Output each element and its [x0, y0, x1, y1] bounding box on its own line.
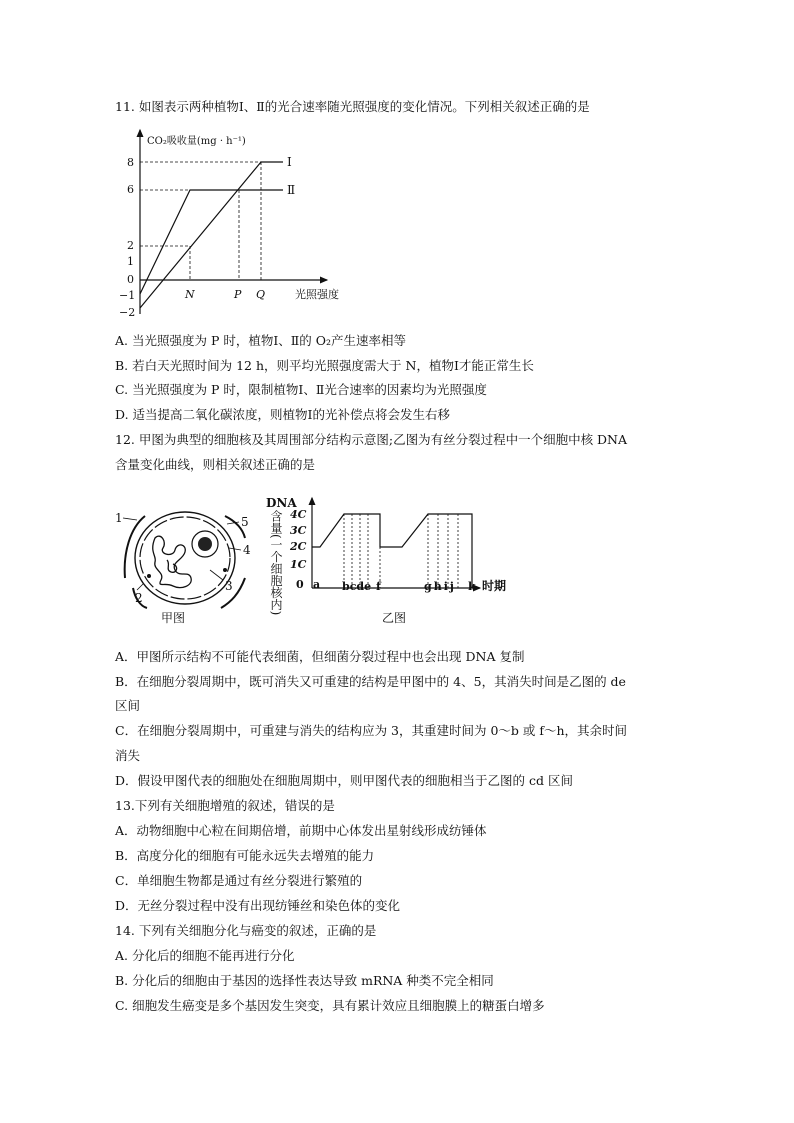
y-tick-neg2: −2 — [119, 306, 136, 319]
q12-stem-line2: 含量变化曲线，则相关叙述正确的是 — [115, 457, 316, 472]
q12-option-d: D．假设甲图代表的细胞处在细胞周期中，则甲图代表的细胞相当于乙图的 cd 区间 — [115, 773, 573, 788]
y-tick-1: 1 — [127, 255, 134, 268]
curve-I — [140, 162, 283, 308]
y-tick-neg1: −1 — [119, 289, 136, 302]
jia-label-1: 1 — [115, 511, 123, 525]
yi-ylabel-top: DNA — [266, 496, 297, 510]
yi-ytick-4C: 4C — [290, 508, 307, 521]
x-tick-N: N — [185, 288, 195, 301]
yi-ytick-3C: 3C — [290, 524, 307, 537]
y-axis-label: CO₂吸收量(mg · h⁻¹) — [147, 136, 246, 147]
yi-ytick-2C: 2C — [290, 540, 307, 553]
jia-label-2: 2 — [135, 591, 143, 605]
q11-option-d: D. 适当提高二氧化碳浓度，则植物Ⅰ的光补偿点将会发生右移 — [115, 407, 450, 422]
yi-xtick-bcde: bcde — [342, 580, 372, 593]
q14-option-a: A. 分化后的细胞不能再进行分化 — [115, 948, 295, 963]
y-tick-2: 2 — [127, 239, 134, 252]
fig-jia-nucleus-diagram — [115, 498, 260, 628]
jia-label-5: 5 — [241, 515, 249, 529]
yi-ytick-0: 0 — [296, 578, 304, 591]
q13-option-d: D．无丝分裂过程中没有出现纺锤丝和染色体的变化 — [115, 898, 401, 913]
yi-caption: 乙图 — [382, 611, 407, 625]
y-tick-0: 0 — [127, 273, 134, 286]
q12-option-c: C．在细胞分裂周期中，可重建与消失的结构应为 3，其重建时间为 0～b 或 f～h，其余时间 — [115, 723, 628, 738]
q14-stem: 14. 下列有关细胞分化与癌变的叙述，正确的是 — [115, 923, 377, 938]
x-tick-P: P — [234, 288, 242, 301]
curve-II — [140, 190, 283, 294]
q13-stem: 13.下列有关细胞增殖的叙述，错误的是 — [115, 798, 335, 813]
jia-caption: 甲图 — [161, 611, 186, 625]
q12-option-c-cont: 消失 — [115, 748, 141, 763]
q12-option-b: B．在细胞分裂周期中，既可消失又可重建的结构是甲图中的 4、5，其消失时间是乙图的 de — [115, 674, 626, 689]
yi-ylabel-vertical: 含量(一个细胞核内) — [269, 510, 283, 616]
q13-option-c: C．单细胞生物都是通过有丝分裂进行繁殖的 — [115, 873, 363, 888]
q14-option-c: C. 细胞发生癌变是多个基因发生突变，具有累计效应且细胞膜上的糖蛋白增多 — [115, 998, 545, 1013]
y-tick-8: 8 — [127, 156, 134, 169]
q11-stem: 11. 如图表示两种植物Ⅰ、Ⅱ的光合速率随光照强度的变化情况。下列相关叙述正确的是 — [115, 99, 590, 114]
jia-label-3: 3 — [225, 579, 233, 593]
q14-option-b: B. 分化后的细胞由于基因的选择性表达导致 mRNA 种类不完全相同 — [115, 973, 494, 988]
q11-option-a: A. 当光照强度为 P 时，植物Ⅰ、Ⅱ的 O₂产生速率相等 — [115, 333, 406, 348]
q13-option-b: B．高度分化的细胞有可能永远失去增殖的能力 — [115, 848, 375, 863]
yi-xtick-ghij: ghij — [424, 580, 456, 593]
y-tick-6: 6 — [127, 183, 134, 196]
yi-ytick-1C: 1C — [290, 558, 307, 571]
q12-stem-line1: 12. 甲图为典型的细胞核及其周围部分结构示意图;乙图为有丝分裂过程中一个细胞中核 DNA — [115, 432, 628, 447]
yi-xlabel: 时期 — [482, 579, 507, 593]
q11-graph — [115, 122, 375, 322]
q12-option-a: A．甲图所示结构不可能代表细菌，但细菌分裂过程中也会出现 DNA 复制 — [115, 649, 525, 664]
q12-option-b-cont: 区间 — [115, 698, 141, 713]
curve-II-label: Ⅱ — [287, 183, 296, 197]
q13-option-a: A．动物细胞中心粒在间期倍增，前期中心体发出星射线形成纺锤体 — [115, 823, 487, 838]
fig-yi-dna-curve — [262, 492, 527, 640]
yi-xtick-f: f — [376, 580, 381, 593]
q11-option-c: C. 当光照强度为 P 时，限制植物Ⅰ、Ⅱ光合速率的因素均为光照强度 — [115, 382, 487, 397]
yi-xtick-a: a — [313, 578, 321, 591]
x-tick-Q: Q — [256, 288, 266, 301]
curve-I-label: Ⅰ — [287, 155, 292, 169]
yi-xtick-k: k — [468, 580, 476, 593]
x-axis-label: 光照强度 — [295, 288, 339, 301]
jia-label-4: 4 — [243, 543, 251, 557]
q11-option-b: B. 若白天光照时间为 12 h，则平均光照强度需大于 N，植物Ⅰ才能正常生长 — [115, 358, 534, 373]
